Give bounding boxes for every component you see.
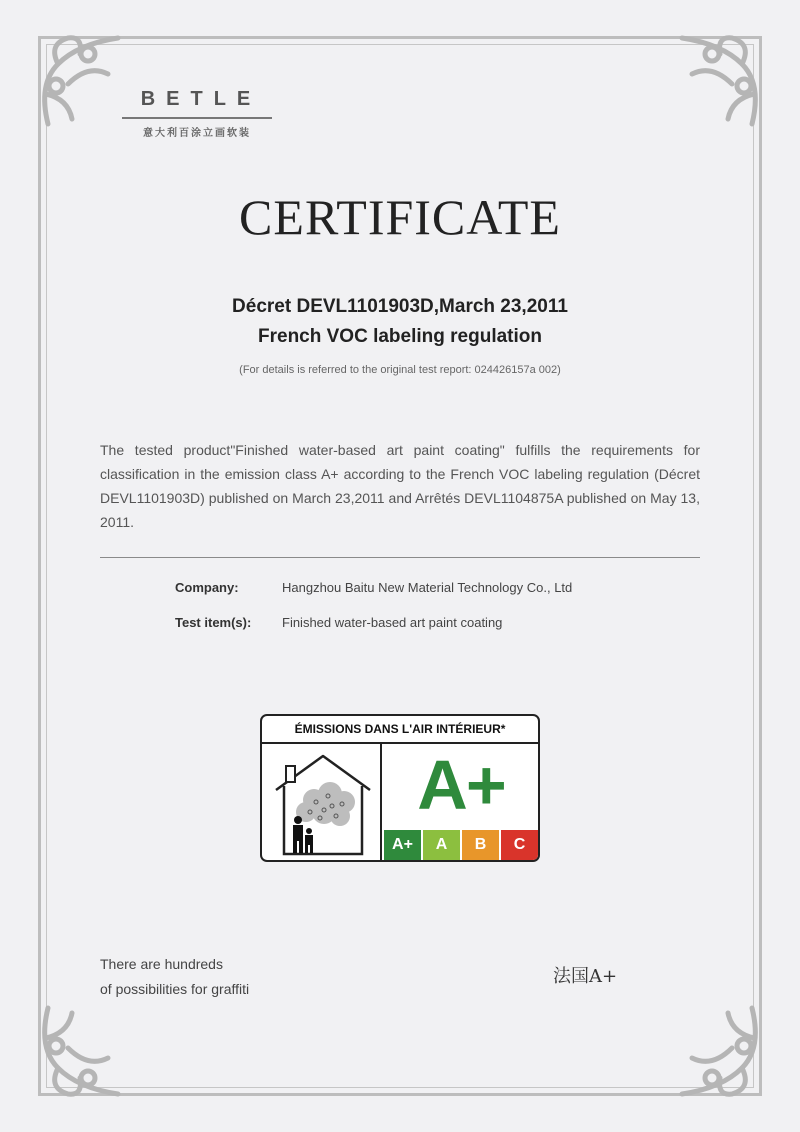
company-label: Company: — [175, 580, 239, 595]
section-divider — [100, 557, 700, 558]
scale-cell-c: C — [501, 830, 538, 860]
report-reference: (For details is referred to the original test report: 024426157a 002) — [239, 364, 561, 376]
emission-grade: A+ — [417, 746, 505, 824]
certificate-statement: The tested product"Finished water-based art paint coating" fulfills the requirements for classification in the emission class A+ according to the French VOC labeling regulation (Décret DEVL1101903D) published on March 23,2011 and Arrêtés DEVL1104875A published on May 13, 2011. — [100, 442, 700, 530]
brand-name: BETLE — [140, 88, 262, 110]
regulation-decree: Décret DEVL1101903D,March 23,2011 — [232, 296, 568, 317]
footer-slogan-line1: There are hundreds — [100, 956, 223, 972]
test-item-value: Finished water-based art paint coating — [282, 615, 503, 630]
company-value: Hangzhou Baitu New Material Technology Co., Ltd — [282, 580, 573, 595]
corner-ornament-icon — [652, 988, 772, 1108]
scale-cell-b: B — [462, 830, 499, 860]
scale-cell-a-plus: A+ — [384, 830, 421, 860]
footer-slogan — [100, 952, 249, 1002]
brand-tagline: 意大利百涂立画软装 — [143, 128, 251, 139]
emission-heading: ÉMISSIONS DANS L'AIR INTÉRIEUR* — [262, 716, 538, 744]
footer-slogan-line2: of possibilities for graffiti — [100, 981, 250, 997]
corner-ornament-icon — [28, 988, 148, 1108]
house-family-icon — [270, 748, 376, 858]
footer-mark: 法国A+ — [553, 966, 618, 987]
test-item-label: Test item(s): — [175, 615, 252, 630]
emission-class-badge — [260, 714, 540, 862]
certificate-title: CERTIFICATE — [239, 189, 561, 245]
regulation-name: French VOC labeling regulation — [258, 326, 542, 347]
corner-ornament-icon — [652, 24, 772, 144]
brand-logo — [122, 88, 272, 139]
scale-cell-a: A — [423, 830, 460, 860]
emission-scale — [384, 830, 538, 860]
logo-divider — [122, 117, 272, 119]
